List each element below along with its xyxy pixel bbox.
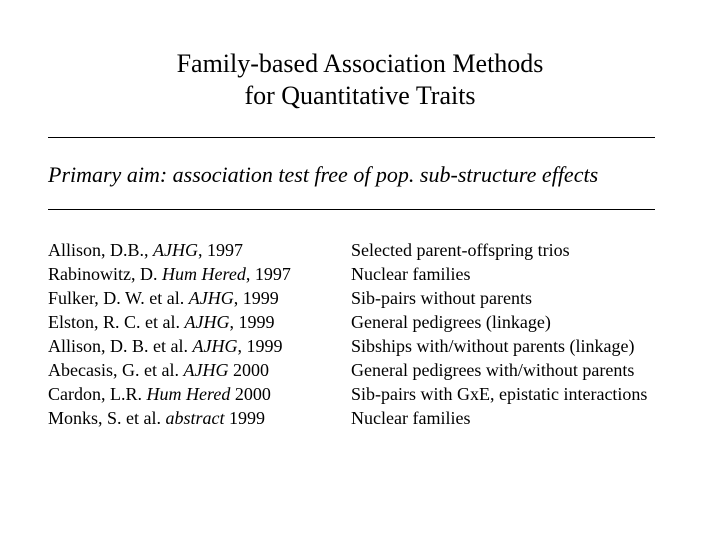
reference-journal: AJHG xyxy=(183,360,229,380)
reference-year: 1999 xyxy=(224,408,266,428)
reference-authors: Allison, D. B. et al. xyxy=(48,336,193,356)
reference-year: 2000 xyxy=(228,360,269,380)
reference-journal: AJHG xyxy=(153,240,198,260)
design-item: Sib-pairs with GxE, epistatic interactions xyxy=(351,384,648,404)
design-item: General pedigrees (linkage) xyxy=(351,312,551,332)
reference-year: , 1999 xyxy=(233,288,279,308)
reference-item xyxy=(48,382,291,406)
reference-year: , 1997 xyxy=(198,240,243,260)
reference-year: , 1999 xyxy=(237,336,283,356)
reference-authors: Monks, S. et al. xyxy=(48,408,166,428)
design-item: Sib-pairs without parents xyxy=(351,288,532,308)
reference-item xyxy=(48,238,291,262)
reference-item xyxy=(48,406,291,430)
design-item: Nuclear families xyxy=(351,264,471,284)
reference-authors: Elston, R. C. et al. xyxy=(48,312,185,332)
reference-item xyxy=(48,334,291,358)
reference-year: , 1999 xyxy=(229,312,275,332)
reference-item xyxy=(48,310,291,334)
reference-authors: Allison, D.B., xyxy=(48,240,154,260)
reference-authors: Cardon, L.R. xyxy=(48,384,147,404)
designs-list xyxy=(351,238,647,430)
reference-journal: Hum Hered xyxy=(162,264,246,284)
bottom-divider xyxy=(48,209,655,210)
reference-journal: AJHG xyxy=(192,336,238,356)
top-divider xyxy=(48,137,655,138)
design-item: General pedigrees with/without parents xyxy=(351,360,635,380)
title-line-2: for Quantitative Traits xyxy=(244,81,476,110)
reference-year: , 1997 xyxy=(245,264,291,284)
reference-authors: Rabinowitz, D. xyxy=(48,264,162,284)
title-line-1: Family-based Association Methods xyxy=(176,49,544,78)
reference-item xyxy=(48,358,291,382)
reference-authors: Abecasis, G. et al. xyxy=(48,360,184,380)
design-item: Selected parent-offspring trios xyxy=(351,240,570,260)
reference-journal: abstract xyxy=(165,408,225,428)
primary-aim-text: Primary aim: association test free of pop. sub-structure effects xyxy=(48,162,599,187)
design-item: Nuclear families xyxy=(351,408,471,428)
slide-title xyxy=(0,48,720,112)
design-item: Sibships with/without parents (linkage) xyxy=(351,336,635,356)
reference-item xyxy=(48,262,291,286)
reference-journal: Hum Hered xyxy=(146,384,231,404)
reference-item xyxy=(48,286,291,310)
references-list xyxy=(48,238,291,430)
reference-year: 2000 xyxy=(230,384,271,404)
reference-journal: AJHG xyxy=(188,288,234,308)
reference-journal: AJHG xyxy=(184,312,230,332)
reference-authors: Fulker, D. W. et al. xyxy=(48,288,189,308)
